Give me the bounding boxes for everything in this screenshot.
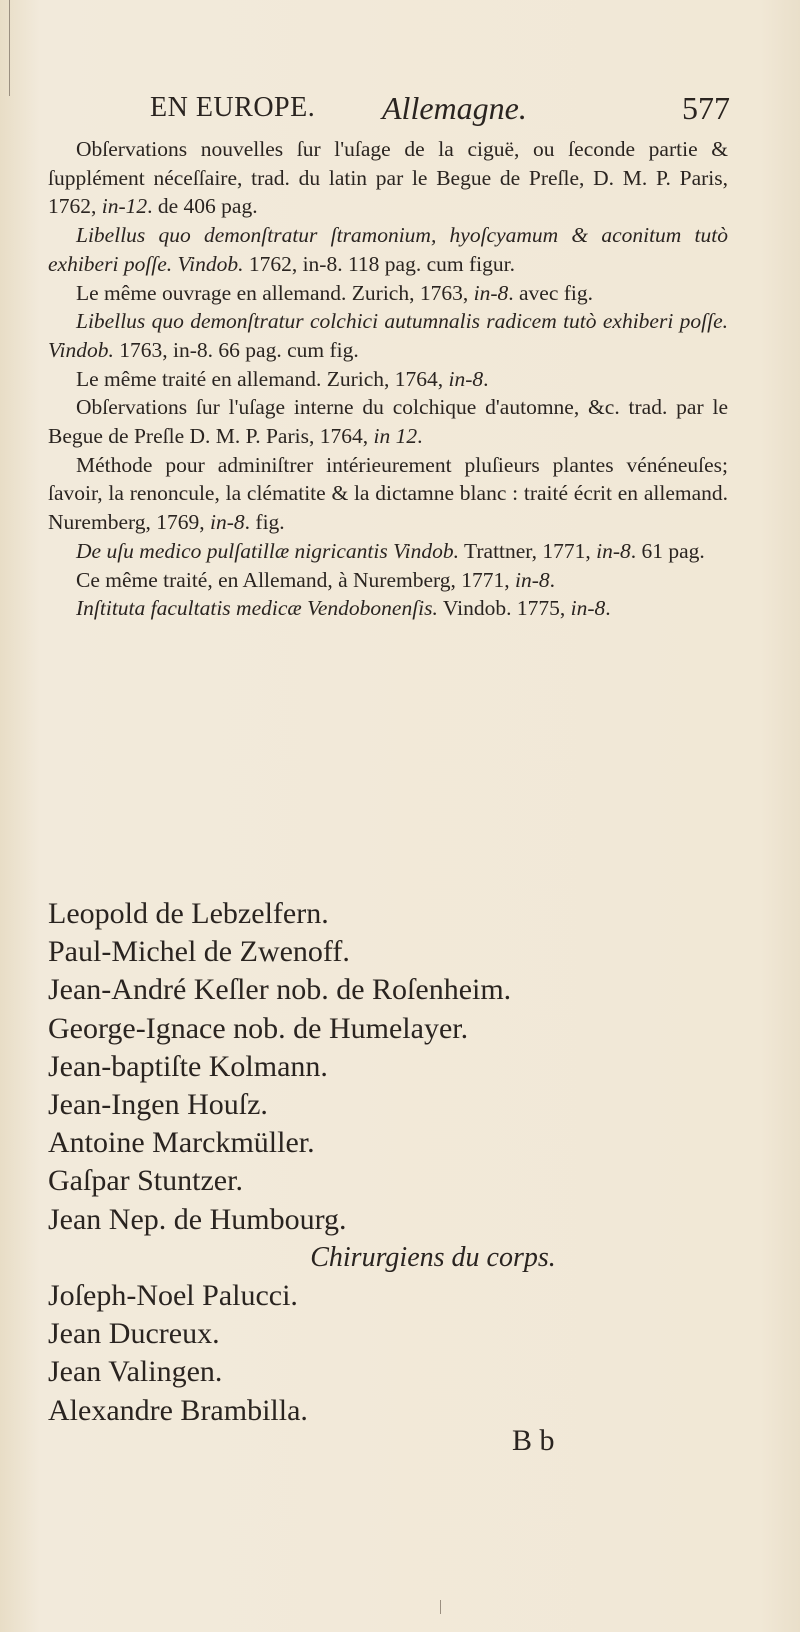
entry-text: Trattner, 1771, bbox=[459, 538, 597, 563]
bibliography-entry bbox=[48, 537, 728, 566]
bibliography-entry bbox=[48, 135, 728, 221]
entry-text: in-8 bbox=[473, 280, 509, 305]
bibliography-list bbox=[48, 135, 728, 623]
entry-text: . bbox=[417, 424, 423, 449]
physician-name: Jean Nep. de Humbourg. bbox=[48, 1202, 347, 1236]
surgeon-name: Jean Valingen. bbox=[48, 1355, 223, 1389]
physician-name: George-Ignace nob. de Humelayer. bbox=[48, 1011, 469, 1045]
entry-text: . bbox=[483, 366, 489, 391]
running-title: EN EUROPE. bbox=[150, 92, 316, 123]
entry-text: . 61 pag. bbox=[630, 538, 705, 563]
entry-text: Obſervations nouvelles ſur l'uſage de la ciguë, ou ſeconde partie & ſupplément néceſſaire, trad. du latin par le Begue de Preſle, D. M. P. Paris, 1762, bbox=[48, 137, 728, 219]
bibliography-entry bbox=[48, 451, 728, 537]
entry-text: Obſervations ſur l'uſage interne du colchique d'automne, &c. trad. par le Begue de Preſle D. M. P. Paris, 1764, bbox=[48, 395, 728, 449]
bibliography-entry bbox=[48, 365, 728, 394]
entry-text: Ce même traité, en Allemand, à Nuremberg, 1771, bbox=[76, 567, 516, 592]
catchword: B b bbox=[512, 1424, 555, 1457]
section-title: Allemagne. bbox=[382, 90, 527, 126]
entry-text: in-8 bbox=[596, 538, 631, 563]
physician-name: Jean-André Keſler nob. de Roſenheim. bbox=[48, 973, 512, 1007]
entry-text: Libellus quo demonſtratur colchici autumnalis radicem tutò exhiberi poſſe. Vindob. bbox=[48, 309, 728, 362]
entry-text: in-8 bbox=[515, 567, 550, 592]
physician-name: Jean-Ingen Houſz. bbox=[48, 1088, 268, 1122]
surgeons-subheading: Chirurgiens du corps. bbox=[310, 1241, 556, 1273]
physicians-list bbox=[48, 895, 748, 1430]
bibliography-entry bbox=[48, 594, 728, 623]
entry-text: De uſu medico pulſatillæ nigricantis Vindob. bbox=[76, 538, 459, 563]
entry-text: 1763, in-8. 66 pag. cum fig. bbox=[113, 337, 359, 362]
entry-text: Le même ouvrage en allemand. Zurich, 1763, bbox=[76, 280, 474, 305]
physician-name: Paul-Michel de Zwenoff. bbox=[48, 935, 350, 969]
entry-text: . bbox=[605, 596, 611, 621]
entry-text: Vindob. 1775, bbox=[437, 596, 571, 621]
surgeon-name: Jean Ducreux. bbox=[48, 1317, 220, 1351]
page-number: 577 bbox=[682, 90, 730, 126]
page-header bbox=[150, 92, 730, 132]
page-mark bbox=[440, 1600, 441, 1614]
gutter-line bbox=[9, 0, 10, 96]
entry-text: in-8 bbox=[570, 596, 606, 621]
surgeon-name: Alexandre Brambilla. bbox=[48, 1393, 308, 1427]
surgeon-name: Joſeph-Noel Palucci. bbox=[48, 1279, 298, 1313]
entry-text: . avec fig. bbox=[508, 280, 594, 305]
entry-text: 1762, in-8. 118 pag. cum figur. bbox=[243, 251, 515, 276]
entry-text: in-12 bbox=[101, 194, 148, 219]
entry-text: Inſtituta facultatis medicæ Vendobonenſis. bbox=[76, 596, 438, 621]
bibliography-entry bbox=[48, 393, 728, 450]
physician-name: Jean-baptiſte Kolmann. bbox=[48, 1049, 328, 1083]
physician-name: Antoine Marckmüller. bbox=[48, 1126, 315, 1160]
entry-text: Le même traité en allemand. Zurich, 1764, bbox=[76, 366, 449, 391]
entry-text: Méthode pour adminiſtrer intérieurement pluſieurs plantes vénéneuſes; ſavoir, la renoncule, la clématite & la dictamne blanc : traité écrit en allemand. Nuremberg, 1769, bbox=[48, 452, 728, 535]
bibliography-entry bbox=[48, 221, 728, 278]
physician-name: Gaſpar Stuntzer. bbox=[48, 1164, 243, 1198]
entry-text: . bbox=[549, 567, 556, 592]
bibliography-entry bbox=[48, 566, 728, 595]
entry-text: . fig. bbox=[244, 510, 285, 535]
physician-name: Leopold de Lebzelfern. bbox=[48, 897, 329, 930]
entry-text: Libellus quo demonſtratur ſtramonium, hyoſcyamum & aconitum tutò exhiberi poſſe. Vindob. bbox=[48, 223, 728, 276]
bibliography-entry bbox=[48, 307, 728, 364]
entry-text: . de 406 pag. bbox=[147, 194, 258, 219]
entry-text: in-8 bbox=[448, 366, 484, 391]
bibliography-entry bbox=[48, 279, 728, 308]
entry-text: in 12 bbox=[373, 424, 418, 449]
entry-text: in-8 bbox=[210, 510, 245, 535]
